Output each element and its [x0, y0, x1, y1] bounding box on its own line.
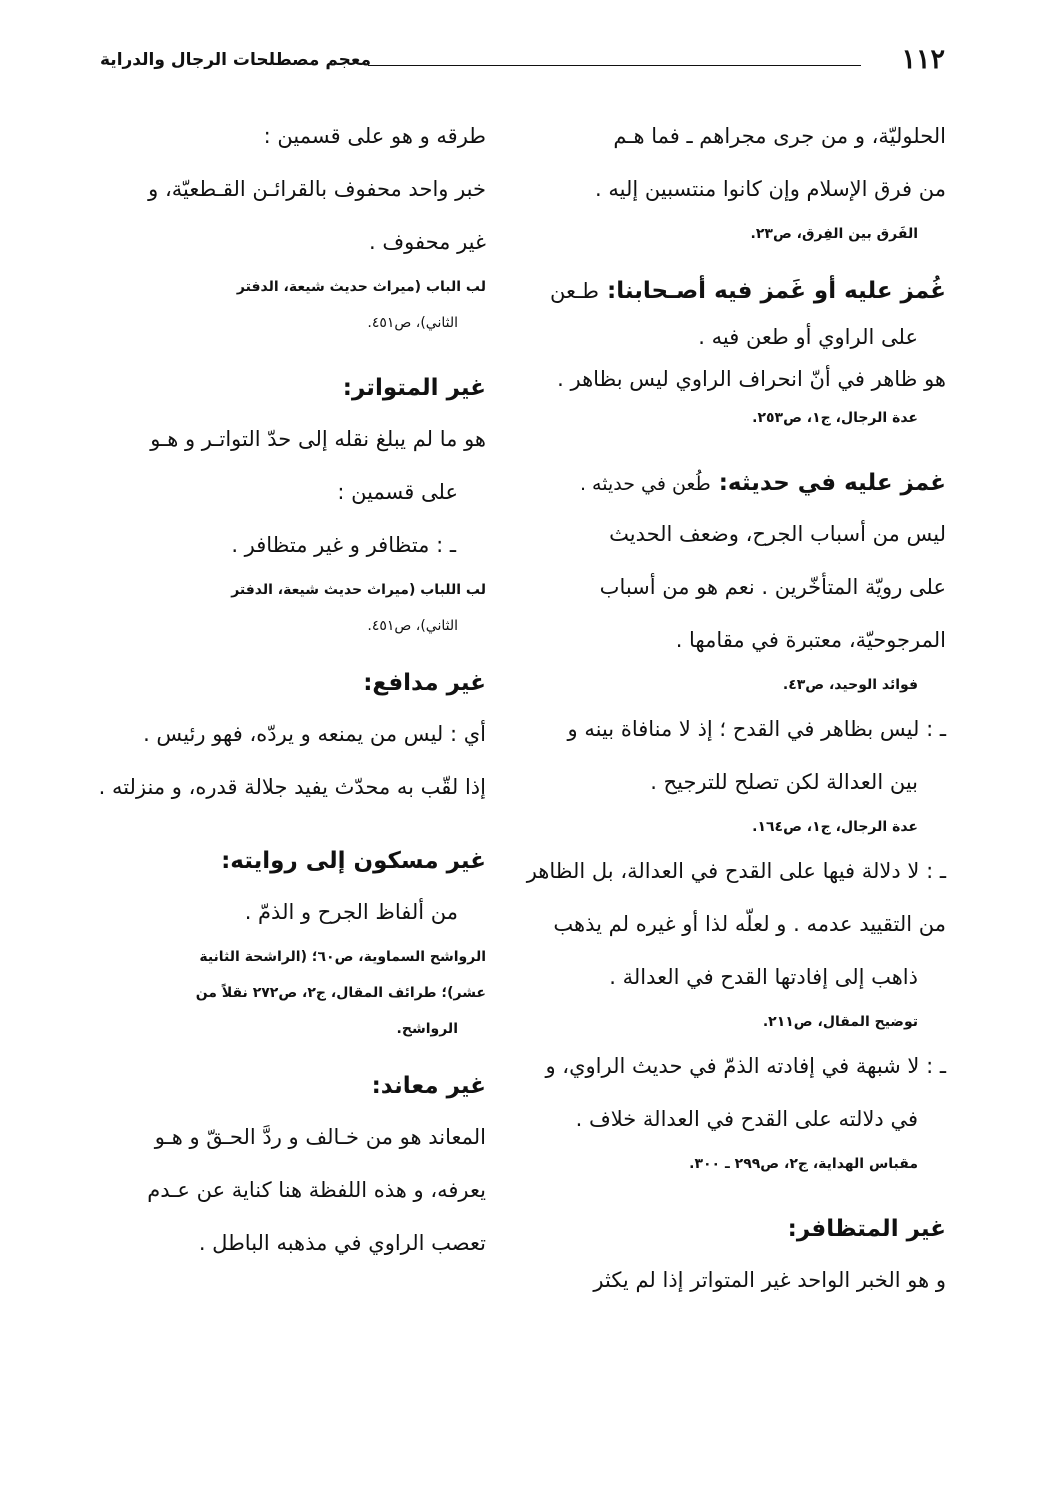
- text-line: ـ : متظافر و غير متظافر .: [231, 533, 456, 557]
- text-line: يعرفه، و هذه اللفظة هنا كناية عن عـدم: [147, 1178, 486, 1202]
- entry-heading: غير معاند:: [371, 1073, 486, 1099]
- text-line: ذاهب إلى إفادتها القدح في العدالة .: [609, 965, 918, 989]
- reference: الرواشح.: [396, 1021, 458, 1037]
- reference-text: الفَرق بين الفِرق، ص٢٣.: [750, 226, 918, 242]
- text-line: من ألفاظ الجرح و الذمّ .: [244, 900, 458, 924]
- entry-heading: [551, 458, 946, 508]
- reference-text: عدة الرجال، ج١، ص٢٥٣.: [752, 410, 918, 426]
- reference: [551, 809, 946, 845]
- entry-heading: غير مدافع:: [363, 670, 486, 696]
- text-line: إذا لقّب به محدّث يفيد جلالة قدره، و منزلته .: [98, 775, 486, 799]
- running-title: معجم مصطلحات الرجال والدراية: [100, 50, 372, 70]
- text-line: ـ : لا شبهة في إفادته الذمّ في حديث الراوي، و: [545, 1054, 946, 1078]
- text-line: من التقييد عدمه . و لعلّه لذا أو غيره لم يذهب: [553, 912, 946, 936]
- reference: عشر)؛ طرائف المقال، ج٢، ص٢٧٢ نقلاً من: [195, 985, 486, 1001]
- text-line: غير محفوف .: [369, 230, 486, 254]
- entry-heading: [551, 266, 946, 316]
- text-line: على الراوي أو طعن فيه .: [698, 325, 918, 349]
- reference: [551, 400, 946, 436]
- reference: [551, 216, 946, 252]
- reference: [551, 1004, 946, 1040]
- text-line: طرقه و هو على قسمين :: [263, 124, 486, 148]
- reference: الرواشح السماوية، ص٦٠؛ (الراشحة الثانية: [199, 949, 486, 965]
- text-line: ـ : لا دلالة فيها على القدح في العدالة، بل الظاهر: [526, 859, 946, 883]
- entry-heading: غير المتظافر:: [787, 1216, 946, 1242]
- text-line: و هو الخبر الواحد غير المتواتر إذا لم يكثر: [593, 1268, 946, 1292]
- left-column: [96, 110, 486, 1270]
- text-line: ـ : ليس بظاهر في القدح ؛ إذ لا منافاة بينه و: [567, 717, 946, 741]
- entry-term: غُمز عليه أو غَمز فيه أصـحابنا:: [607, 278, 946, 304]
- header-rule: [368, 65, 861, 66]
- reference: لب اللباب (ميراث حديث شيعة، الدفتر: [231, 582, 486, 598]
- reference: [551, 667, 946, 703]
- reference-text: عدة الرجال، ج١، ص١٦٤.: [752, 819, 918, 835]
- text-line: على قسمين :: [337, 480, 458, 504]
- text-line: تعصب الراوي في مذهبه الباطل .: [198, 1231, 486, 1255]
- entry-heading: غير مسكون إلى روايته:: [221, 848, 486, 874]
- reference-text: فوائد الوحيد، ص٤٣.: [782, 677, 918, 693]
- text-line: المعاند هو من خـالف و ردَّ الحـقّ و هـو: [154, 1125, 486, 1149]
- right-column: [526, 110, 946, 1307]
- reference-text: توضيح المقال، ص٢١١.: [762, 1014, 918, 1030]
- entry-definition: طـعن: [550, 279, 599, 303]
- reference: [551, 1146, 946, 1182]
- reference: الثاني)، ص٤٥١.: [367, 315, 458, 331]
- text-line: الحلوليّة، و من جرى مجراهم ـ فما هـم: [613, 124, 946, 148]
- entry-definition: طُعن في حديثه .: [579, 473, 711, 495]
- reference: الثاني)، ص٤٥١.: [367, 618, 458, 634]
- text-line: ليس من أسباب الجرح، وضعف الحديث: [609, 522, 946, 546]
- text-line: في دلالته على القدح في العدالة خلاف .: [575, 1107, 918, 1131]
- text-line: على رويّة المتأخّرين . نعم هو من أسباب: [599, 575, 946, 599]
- text-line: هو ظاهر في أنّ انحراف الراوي ليس بظاهر .: [557, 367, 946, 391]
- text-line: خبر واحد محفوف بالقرائـن القـطعيّة، و: [148, 177, 486, 201]
- text-line: بين العدالة لكن تصلح للترجيح .: [650, 770, 918, 794]
- reference-text: مقباس الهداية، ج٢، ص٢٩٩ ـ ٣٠٠.: [689, 1156, 918, 1172]
- text-line: المرجوحيّة، معتبرة في مقامها .: [675, 628, 946, 652]
- page-header: [100, 44, 945, 80]
- text-line: هو ما لم يبلغ نقله إلى حدّ التواتـر و هـو: [150, 427, 486, 451]
- text-line: من فرق الإسلام وإن كانوا منتسبين إليه .: [595, 177, 946, 201]
- text-line: أي : ليس من يمنعه و يردّه، فهو رئيس .: [143, 722, 486, 746]
- reference: لب الباب (ميراث حديث شيعة، الدفتر: [236, 279, 486, 295]
- entry-heading: غير المتواتر:: [342, 375, 486, 401]
- page-number: ١١٢: [901, 44, 945, 75]
- entry-term: غمز عليه في حديثه:: [718, 470, 946, 496]
